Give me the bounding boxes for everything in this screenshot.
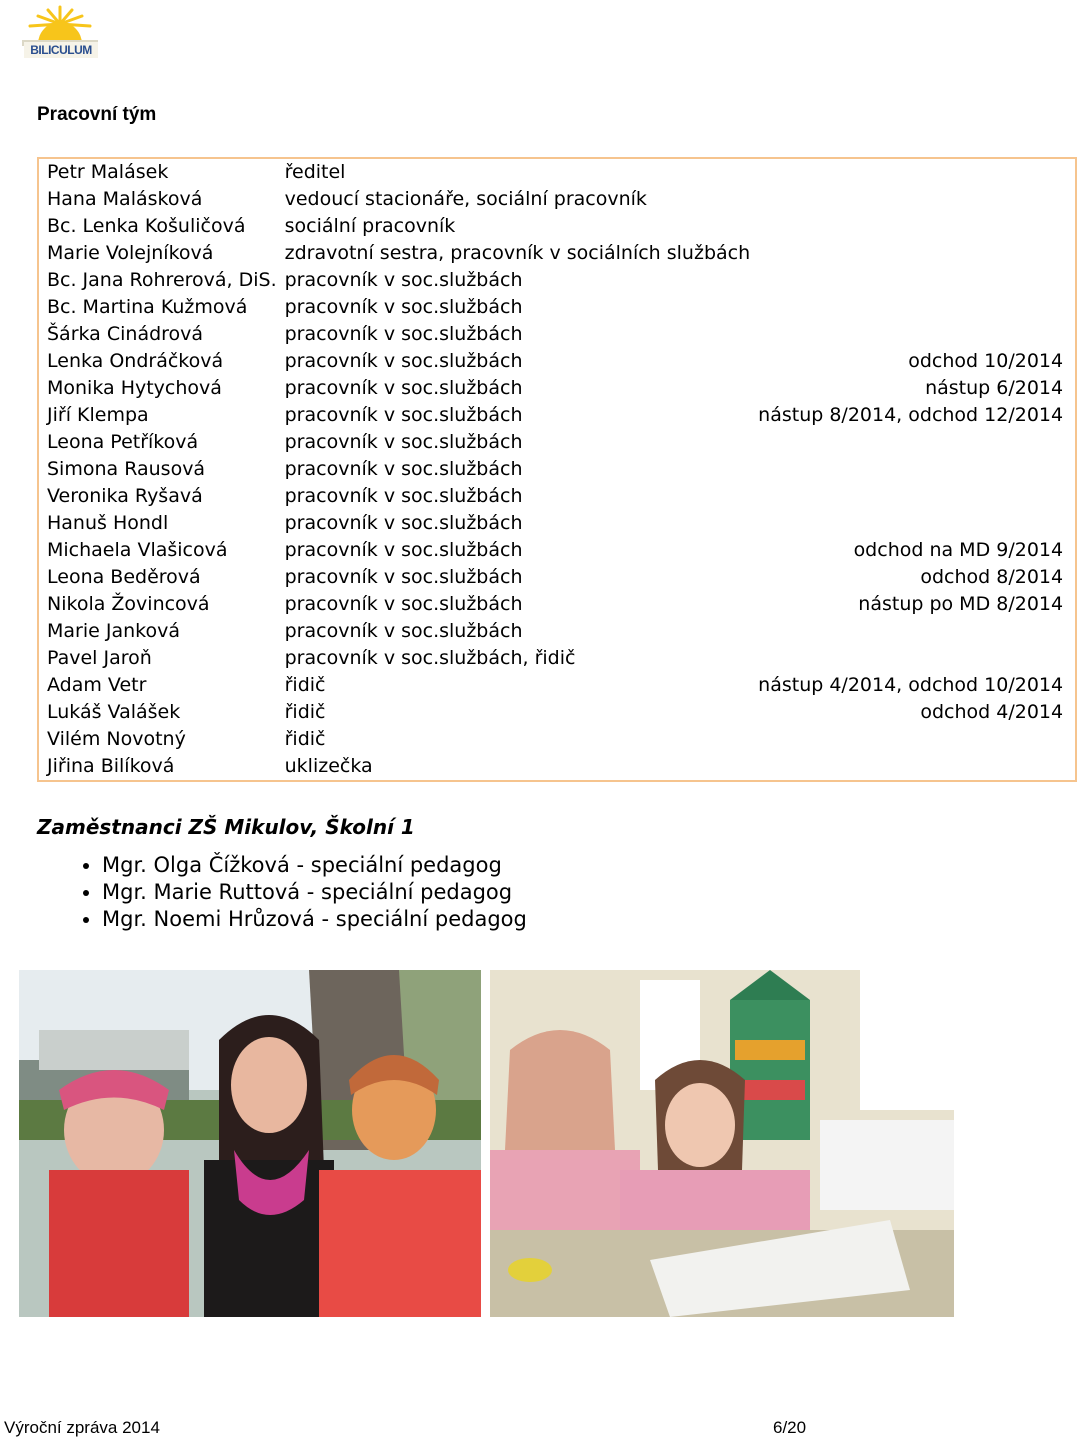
table-row [38, 240, 1076, 267]
staff-name: Lukáš Valášek [47, 701, 181, 723]
staff-role: pracovník v soc.službách [284, 512, 523, 534]
staff-name: Bc. Martina Kužmová [47, 296, 248, 318]
table-row [38, 456, 1076, 483]
staff-role: pracovník v soc.službách [284, 377, 523, 399]
staff-note [750, 618, 1076, 645]
staff-name: Leona Beděrová [47, 566, 201, 588]
staff-role: zdravotní sestra, pracovník v sociálních službách [284, 242, 751, 264]
table-row [38, 402, 1076, 429]
table-row [38, 321, 1076, 348]
staff-role: pracovník v soc.službách [284, 458, 523, 480]
staff-role: pracovník v soc.službách [284, 566, 523, 588]
staff-name: Lenka Ondráčková [47, 350, 224, 372]
staff-role: řidič [284, 728, 326, 750]
table-row [38, 510, 1076, 537]
staff-note [750, 186, 1076, 213]
list-item: • Mgr. Olga Čížková - speciální pedagog [102, 852, 527, 879]
staff-name: Leona Petříková [47, 431, 199, 453]
staff-role: sociální pracovník [284, 215, 456, 237]
staff-note [750, 645, 1076, 672]
staff-role: ředitel [284, 161, 346, 183]
staff-role: pracovník v soc.službách [284, 485, 523, 507]
staff-name: Bc. Lenka Košuličová [47, 215, 246, 237]
list-item: • Mgr. Marie Ruttová - speciální pedagog [102, 879, 527, 906]
staff-role: pracovník v soc.službách [284, 350, 523, 372]
table-row [38, 429, 1076, 456]
staff-name: Jiří Klempa [47, 404, 149, 426]
table-row [38, 726, 1076, 753]
staff-note [750, 510, 1076, 537]
staff-note [750, 726, 1076, 753]
list-item: • Mgr. Noemi Hrůzová - speciální pedagog [102, 906, 527, 933]
staff-role: řidič [284, 674, 326, 696]
table-row [38, 645, 1076, 672]
school-staff-list [60, 852, 527, 933]
staff-role: uklizečka [284, 755, 373, 777]
table-row [38, 375, 1076, 402]
staff-note: nástup po MD 8/2014 [858, 593, 1064, 615]
logo [18, 4, 102, 62]
staff-name: Marie Janková [47, 620, 180, 642]
table-row [38, 213, 1076, 240]
staff-role: vedoucí stacionáře, sociální pracovník [284, 188, 647, 210]
photo-indoor-craft [490, 970, 954, 1317]
staff-role: pracovník v soc.službách [284, 539, 523, 561]
staff-name: Šárka Cinádrová [47, 323, 204, 345]
staff-name: Vilém Novotný [47, 728, 186, 750]
staff-name: Michaela Vlašicová [47, 539, 228, 561]
sun-icon [18, 4, 102, 46]
staff-note [750, 429, 1076, 456]
staff-name: Petr Malásek [47, 161, 169, 183]
staff-note: odchod 4/2014 [920, 701, 1064, 723]
staff-name: Marie Volejníková [47, 242, 214, 264]
photo-outdoor-group [19, 970, 481, 1317]
staff-note [750, 294, 1076, 321]
table-row [38, 591, 1076, 618]
staff-name: Pavel Jaroň [47, 647, 152, 669]
staff-role: pracovník v soc.službách [284, 593, 523, 615]
table-row [38, 753, 1076, 781]
table-row [38, 267, 1076, 294]
staff-note: nástup 4/2014, odchod 10/2014 [758, 674, 1064, 696]
table-row [38, 348, 1076, 375]
staff-note: odchod na MD 9/2014 [853, 539, 1064, 561]
staff-name: Adam Vetr [47, 674, 147, 696]
staff-note [750, 240, 1076, 267]
staff-note: nástup 6/2014 [925, 377, 1064, 399]
table-row [38, 186, 1076, 213]
staff-note: odchod 10/2014 [908, 350, 1064, 372]
logo-text: BILICULUM [24, 42, 98, 58]
staff-role: pracovník v soc.službách, řidič [284, 647, 576, 669]
staff-role: pracovník v soc.službách [284, 431, 523, 453]
staff-name: Jiřina Bilíková [47, 755, 175, 777]
staff-name: Veronika Ryšavá [47, 485, 203, 507]
staff-role: pracovník v soc.službách [284, 404, 523, 426]
staff-note [750, 213, 1076, 240]
footer-report-title: Výroční zpráva 2014 [4, 1418, 160, 1437]
staff-role: pracovník v soc.službách [284, 269, 523, 291]
footer-page-number: 6/20 [773, 1418, 807, 1437]
staff-note: nástup 8/2014, odchod 12/2014 [758, 404, 1064, 426]
staff-role: pracovník v soc.službách [284, 296, 523, 318]
staff-note [750, 456, 1076, 483]
staff-name: Monika Hytychová [47, 377, 222, 399]
table-row [38, 537, 1076, 564]
staff-role: pracovník v soc.službách [284, 323, 523, 345]
staff-note [750, 158, 1076, 186]
table-row [38, 158, 1076, 186]
school-staff-heading: Zaměstnanci ZŠ Mikulov, Školní 1 [37, 815, 415, 839]
staff-role: pracovník v soc.službách [284, 620, 523, 642]
table-row [38, 672, 1076, 699]
table-row [38, 618, 1076, 645]
table-row [38, 483, 1076, 510]
staff-role: řidič [284, 701, 326, 723]
staff-name: Nikola Žovincová [47, 593, 210, 615]
table-row [38, 294, 1076, 321]
staff-name: Simona Rausová [47, 458, 206, 480]
staff-note [750, 267, 1076, 294]
table-row [38, 564, 1076, 591]
page-title: Pracovní tým [37, 104, 157, 125]
staff-note: odchod 8/2014 [920, 566, 1064, 588]
table-row [38, 699, 1076, 726]
staff-table [37, 157, 1077, 782]
staff-name: Hana Malásková [47, 188, 203, 210]
staff-table-body [38, 158, 1076, 781]
staff-name: Bc. Jana Rohrerová, DiS. [47, 269, 277, 291]
staff-note [750, 483, 1076, 510]
staff-name: Hanuš Hondl [47, 512, 169, 534]
staff-note [750, 753, 1076, 781]
staff-note [750, 321, 1076, 348]
